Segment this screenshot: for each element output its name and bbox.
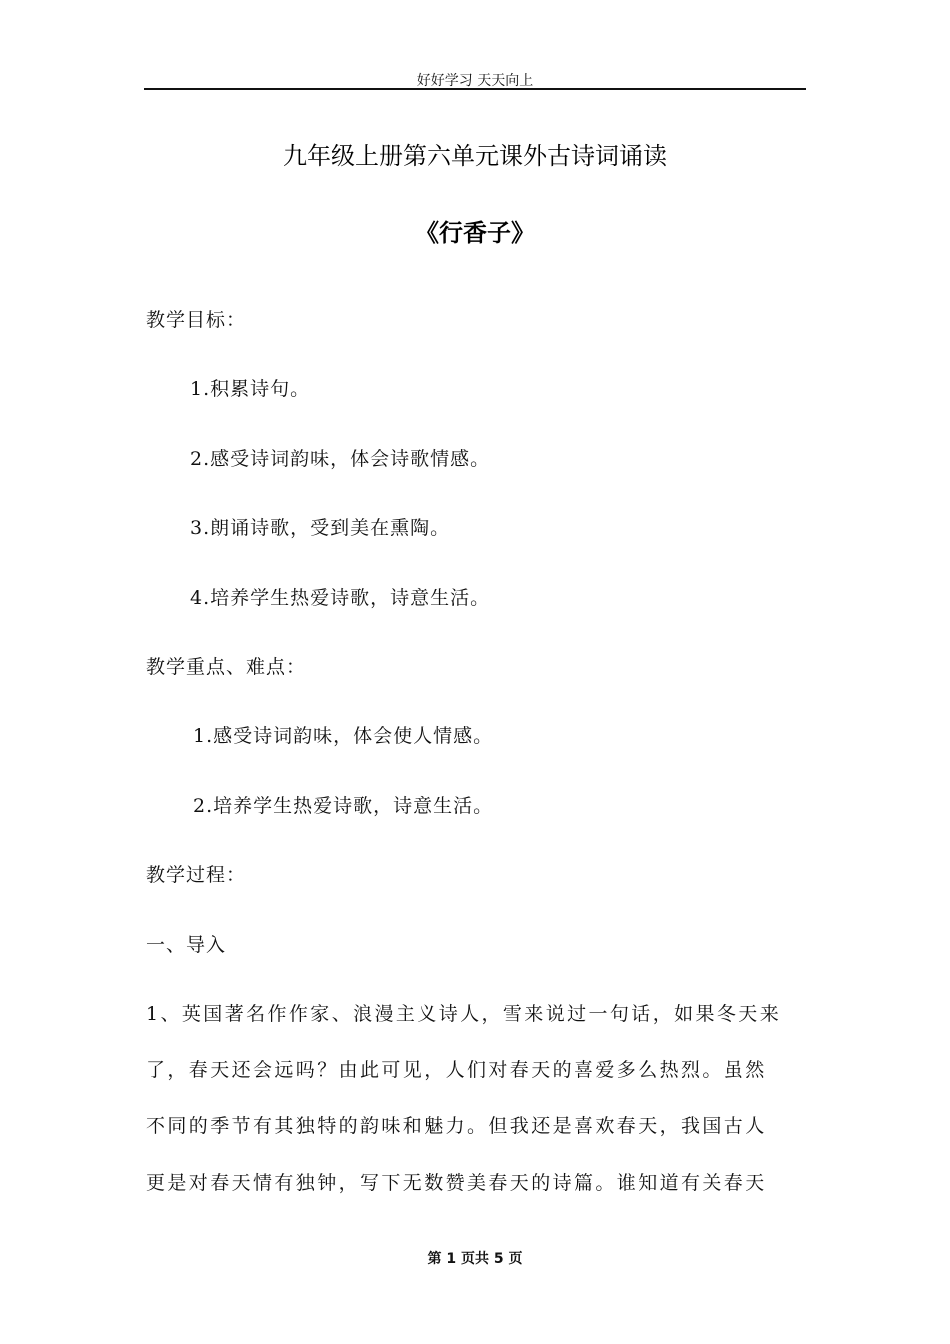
page-number: 第 1 页共 5 页 xyxy=(427,1251,523,1267)
paragraph-line: 更是对春天情有独钟，写下无数赞美春天的诗篇。谁知道有关春天 xyxy=(146,1172,767,1194)
objective-item: 3.朗诵诗歌，受到美在熏陶。 xyxy=(190,517,451,539)
objective-item: 2.感受诗词韵味，体会诗歌情感。 xyxy=(190,448,491,470)
section-heading: 一、导入 xyxy=(146,934,227,956)
objective-item: 4.培养学生热爱诗歌，诗意生活。 xyxy=(190,587,491,609)
page-header: 好好学习 天天向上 xyxy=(416,73,534,89)
header-divider xyxy=(144,88,806,90)
paragraph-line: 不同的季节有其独特的韵味和魅力。但我还是喜欢春天，我国古人 xyxy=(146,1115,767,1137)
document-title: 九年级上册第六单元课外古诗词诵读 xyxy=(283,142,667,170)
process-heading: 教学过程： xyxy=(146,864,247,886)
objective-item: 1.积累诗句。 xyxy=(190,378,311,400)
paragraph-line: 了，春天还会远吗？由此可见，人们对春天的喜爱多么热烈。虽然 xyxy=(146,1059,767,1081)
objectives-heading: 教学目标： xyxy=(146,309,247,331)
key-points-heading: 教学重点、难点： xyxy=(146,656,307,678)
paragraph-line: 1、英国著名作作家、浪漫主义诗人，雪来说过一句话，如果冬天来 xyxy=(146,1003,782,1025)
key-point-item: 1.感受诗词韵味，体会使人情感。 xyxy=(193,725,494,747)
key-point-item: 2.培养学生热爱诗歌，诗意生活。 xyxy=(193,795,494,817)
poem-title: 《行香子》 xyxy=(415,219,535,247)
